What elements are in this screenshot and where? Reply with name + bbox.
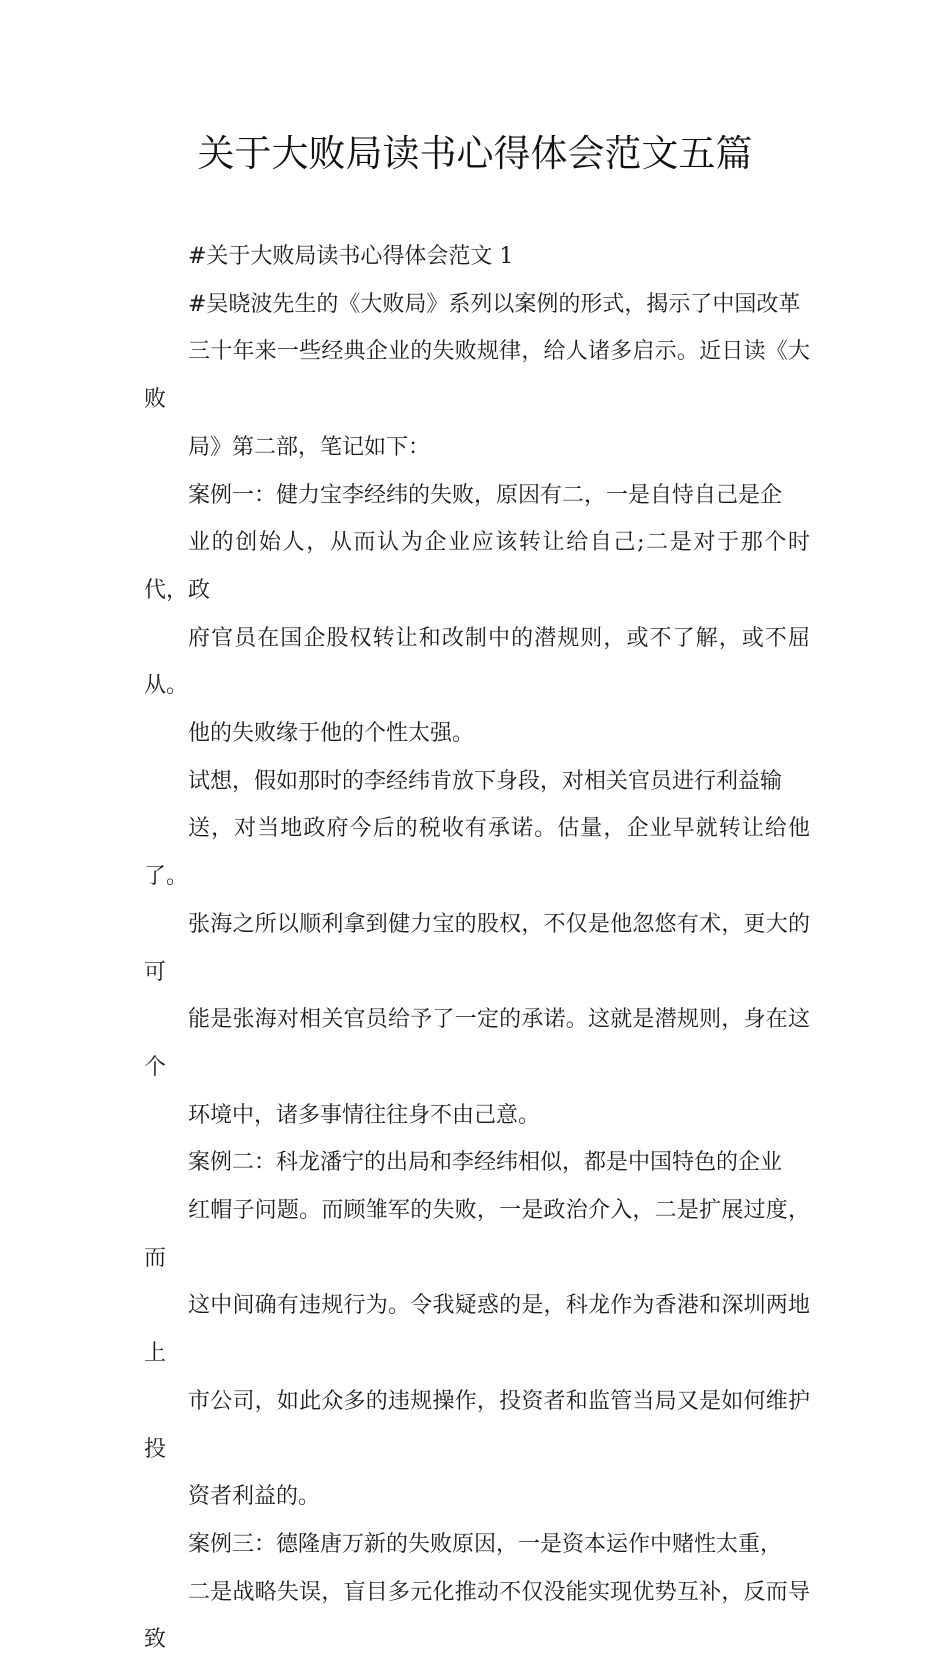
paragraph-line: #关于大败局读书心得体会范文 1 [188, 244, 514, 269]
paragraph-line: #吴晓波先生的《大败局》系列以案例的形式，揭示了中国改革 [188, 291, 801, 317]
paragraph-line: 市公司，如此众多的违规操作，投资者和监管当局又是如何维护投 [144, 1388, 810, 1462]
document-body [144, 233, 810, 1664]
paragraph-line: 送，对当地政府今后的税收有承诺。估量，企业早就转让给他了。 [144, 816, 810, 890]
paragraph-line: 案例一：健力宝李经纬的失败，原因有二，一是自恃自己是企 [188, 482, 783, 508]
paragraph-line: 张海之所以顺利拿到健力宝的股权，不仅是他忽悠有术，更大的可 [144, 911, 810, 985]
paragraph-4 [144, 758, 810, 1140]
paragraph-line: 案例二：科龙潘宁的出局和李经纬相似，都是中国特色的企业 [188, 1150, 783, 1176]
paragraph-1 [144, 233, 810, 281]
paragraph-line: 府官员在国企股权转让和改制中的潜规则，或不了解，或不屈从。 [144, 625, 810, 699]
paragraph-line: 环境中，诸多事情往往身不由己意。 [188, 1102, 541, 1128]
paragraph-2 [144, 281, 810, 472]
paragraph-5 [144, 1139, 810, 1521]
paragraph-line: 这中间确有违规行为。令我疑惑的是，科龙作为香港和深圳两地上 [144, 1293, 810, 1367]
paragraph-6 [144, 1521, 810, 1664]
paragraph-line: 二是战略失误，盲目多元化推动不仅没能实现优势互补，反而导致 [144, 1579, 810, 1653]
paragraph-line: 资者利益的。 [188, 1484, 321, 1510]
paragraph-line: 三十年来一些经典企业的失败规律，给人诸多启示。近日读《大败 [144, 339, 810, 413]
paragraph-line: 能是张海对相关官员给予了一定的承诺。这就是潜规则，身在这个 [144, 1007, 810, 1080]
paragraph-line: 局》第二部，笔记如下： [188, 434, 431, 460]
paragraph-line: 试想，假如那时的李经纬肯放下身段，对相关官员进行利益输 [188, 768, 783, 794]
paragraph-line: 他的失败缘于他的个性太强。 [188, 721, 475, 747]
paragraph-line: 红帽子问题。而顾雏军的失败，一是政治介入，二是扩展过度，而 [144, 1198, 810, 1271]
paragraph-line: 业的创始人，从而认为企业应该转让给自己;二是对于那个时代，政 [144, 530, 810, 603]
document-title: 关于大败局读书心得体会范文五篇 [197, 132, 753, 175]
paragraph-line: 案例三：德隆唐万新的失败原因，一是资本运作中赌性太重， [188, 1531, 783, 1557]
paragraph-3 [144, 472, 810, 758]
